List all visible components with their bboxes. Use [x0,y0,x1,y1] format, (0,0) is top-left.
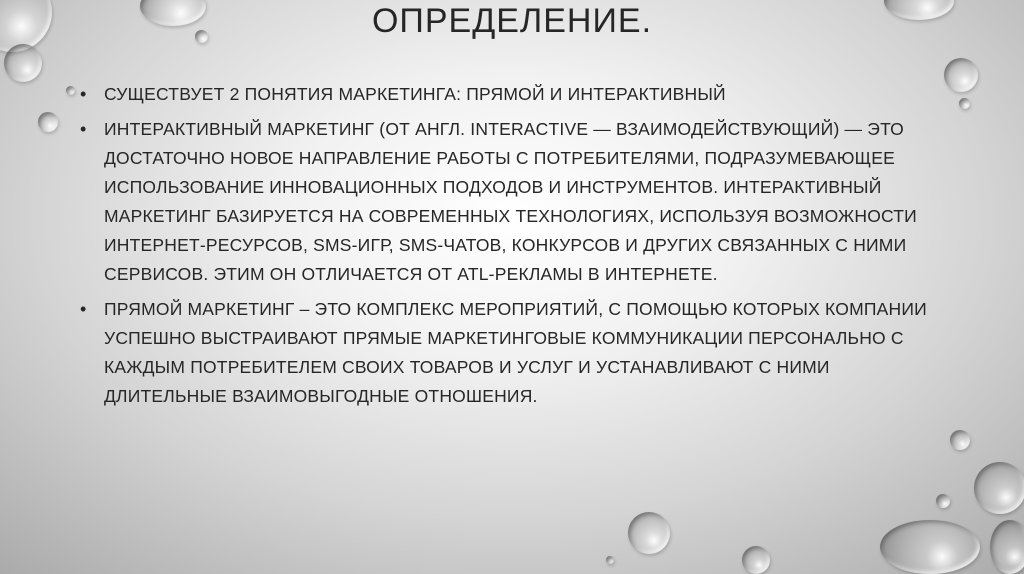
water-drop-decoration [4,44,42,82]
bullet-dot-icon: • [80,299,87,319]
bullet-dot-icon: • [80,119,87,139]
bullet-item [80,80,940,109]
bullet-list [80,80,940,417]
water-drop-decoration [950,430,970,450]
bullet-dot-icon: • [80,84,87,104]
bullet-item [80,115,940,289]
bullet-text: ПРЯМОЙ МАРКЕТИНГ – ЭТО КОМПЛЕКС МЕРОПРИЯТИЙ, С ПОМОЩЬЮ КОТОРЫХ КОМПАНИИ УСПЕШНО ВЫСТРАИВАЮТ ПРЯМЫЕ МАРКЕТИНГОВЫЕ КОММУНИКАЦИИ ПЕРСОНАЛЬНО С КАЖДЫМ ПОТРЕБИТЕЛЕМ СВОИХ ТОВАРОВ И УСЛУГ И УСТАНАВЛИВАЮТ С НИМИ ДЛИТЕЛЬНЫЕ ВЗАИМОВЫГОДНЫЕ ОТНОШЕНИЯ. [104,299,927,406]
water-drop-decoration [936,494,950,508]
water-drop-decoration [606,556,614,564]
water-drop-decoration [742,546,770,574]
water-drop-decoration [959,98,970,109]
bullet-item [80,295,940,411]
water-drop-decoration [974,462,1024,514]
bullet-text: ИНТЕРАКТИВНЫЙ МАРКЕТИНГ (ОТ АНГЛ. INTERACTIVE — ВЗАИМОДЕЙСТВУЮЩИЙ) — ЭТО ДОСТАТОЧНО НОВОЕ НАПРАВЛЕНИЕ РАБОТЫ С ПОТРЕБИТЕЛЯМИ, ПОДРАЗУМЕВАЮЩЕЕ ИСПОЛЬЗОВАНИЕ ИННОВАЦИОННЫХ ПОДХОДОВ И ИНСТРУМЕНТОВ. ИНТЕРАКТИВНЫЙ МАРКЕТИНГ БАЗИРУЕТСЯ НА СОВРЕМЕННЫХ ТЕХНОЛОГИЯХ, ИСПОЛЬЗУЯ ВОЗМОЖНОСТИ ИНТЕРНЕТ-РЕСУРСОВ, SMS-ИГР, SMS-ЧАТОВ, КОНКУРСОВ И ДРУГИХ СВЯЗАННЫХ С НИМИ СЕРВИСОВ. ЭТИМ ОН ОТЛИЧАЕТСЯ ОТ ATL-РЕКЛАМЫ В ИНТЕРНЕТЕ. [104,119,917,284]
water-drop-decoration [66,86,75,95]
water-drop-decoration [880,520,980,574]
water-drop-decoration [990,520,1024,574]
water-drop-decoration [944,58,978,92]
bullet-text: СУЩЕСТВУЕТ 2 ПОНЯТИЯ МАРКЕТИНГА: ПРЯМОЙ И ИНТЕРАКТИВНЫЙ [104,84,726,104]
water-drop-decoration [38,112,58,132]
water-drop-decoration [628,512,670,554]
slide-title: ОПРЕДЕЛЕНИЕ. [371,2,653,40]
